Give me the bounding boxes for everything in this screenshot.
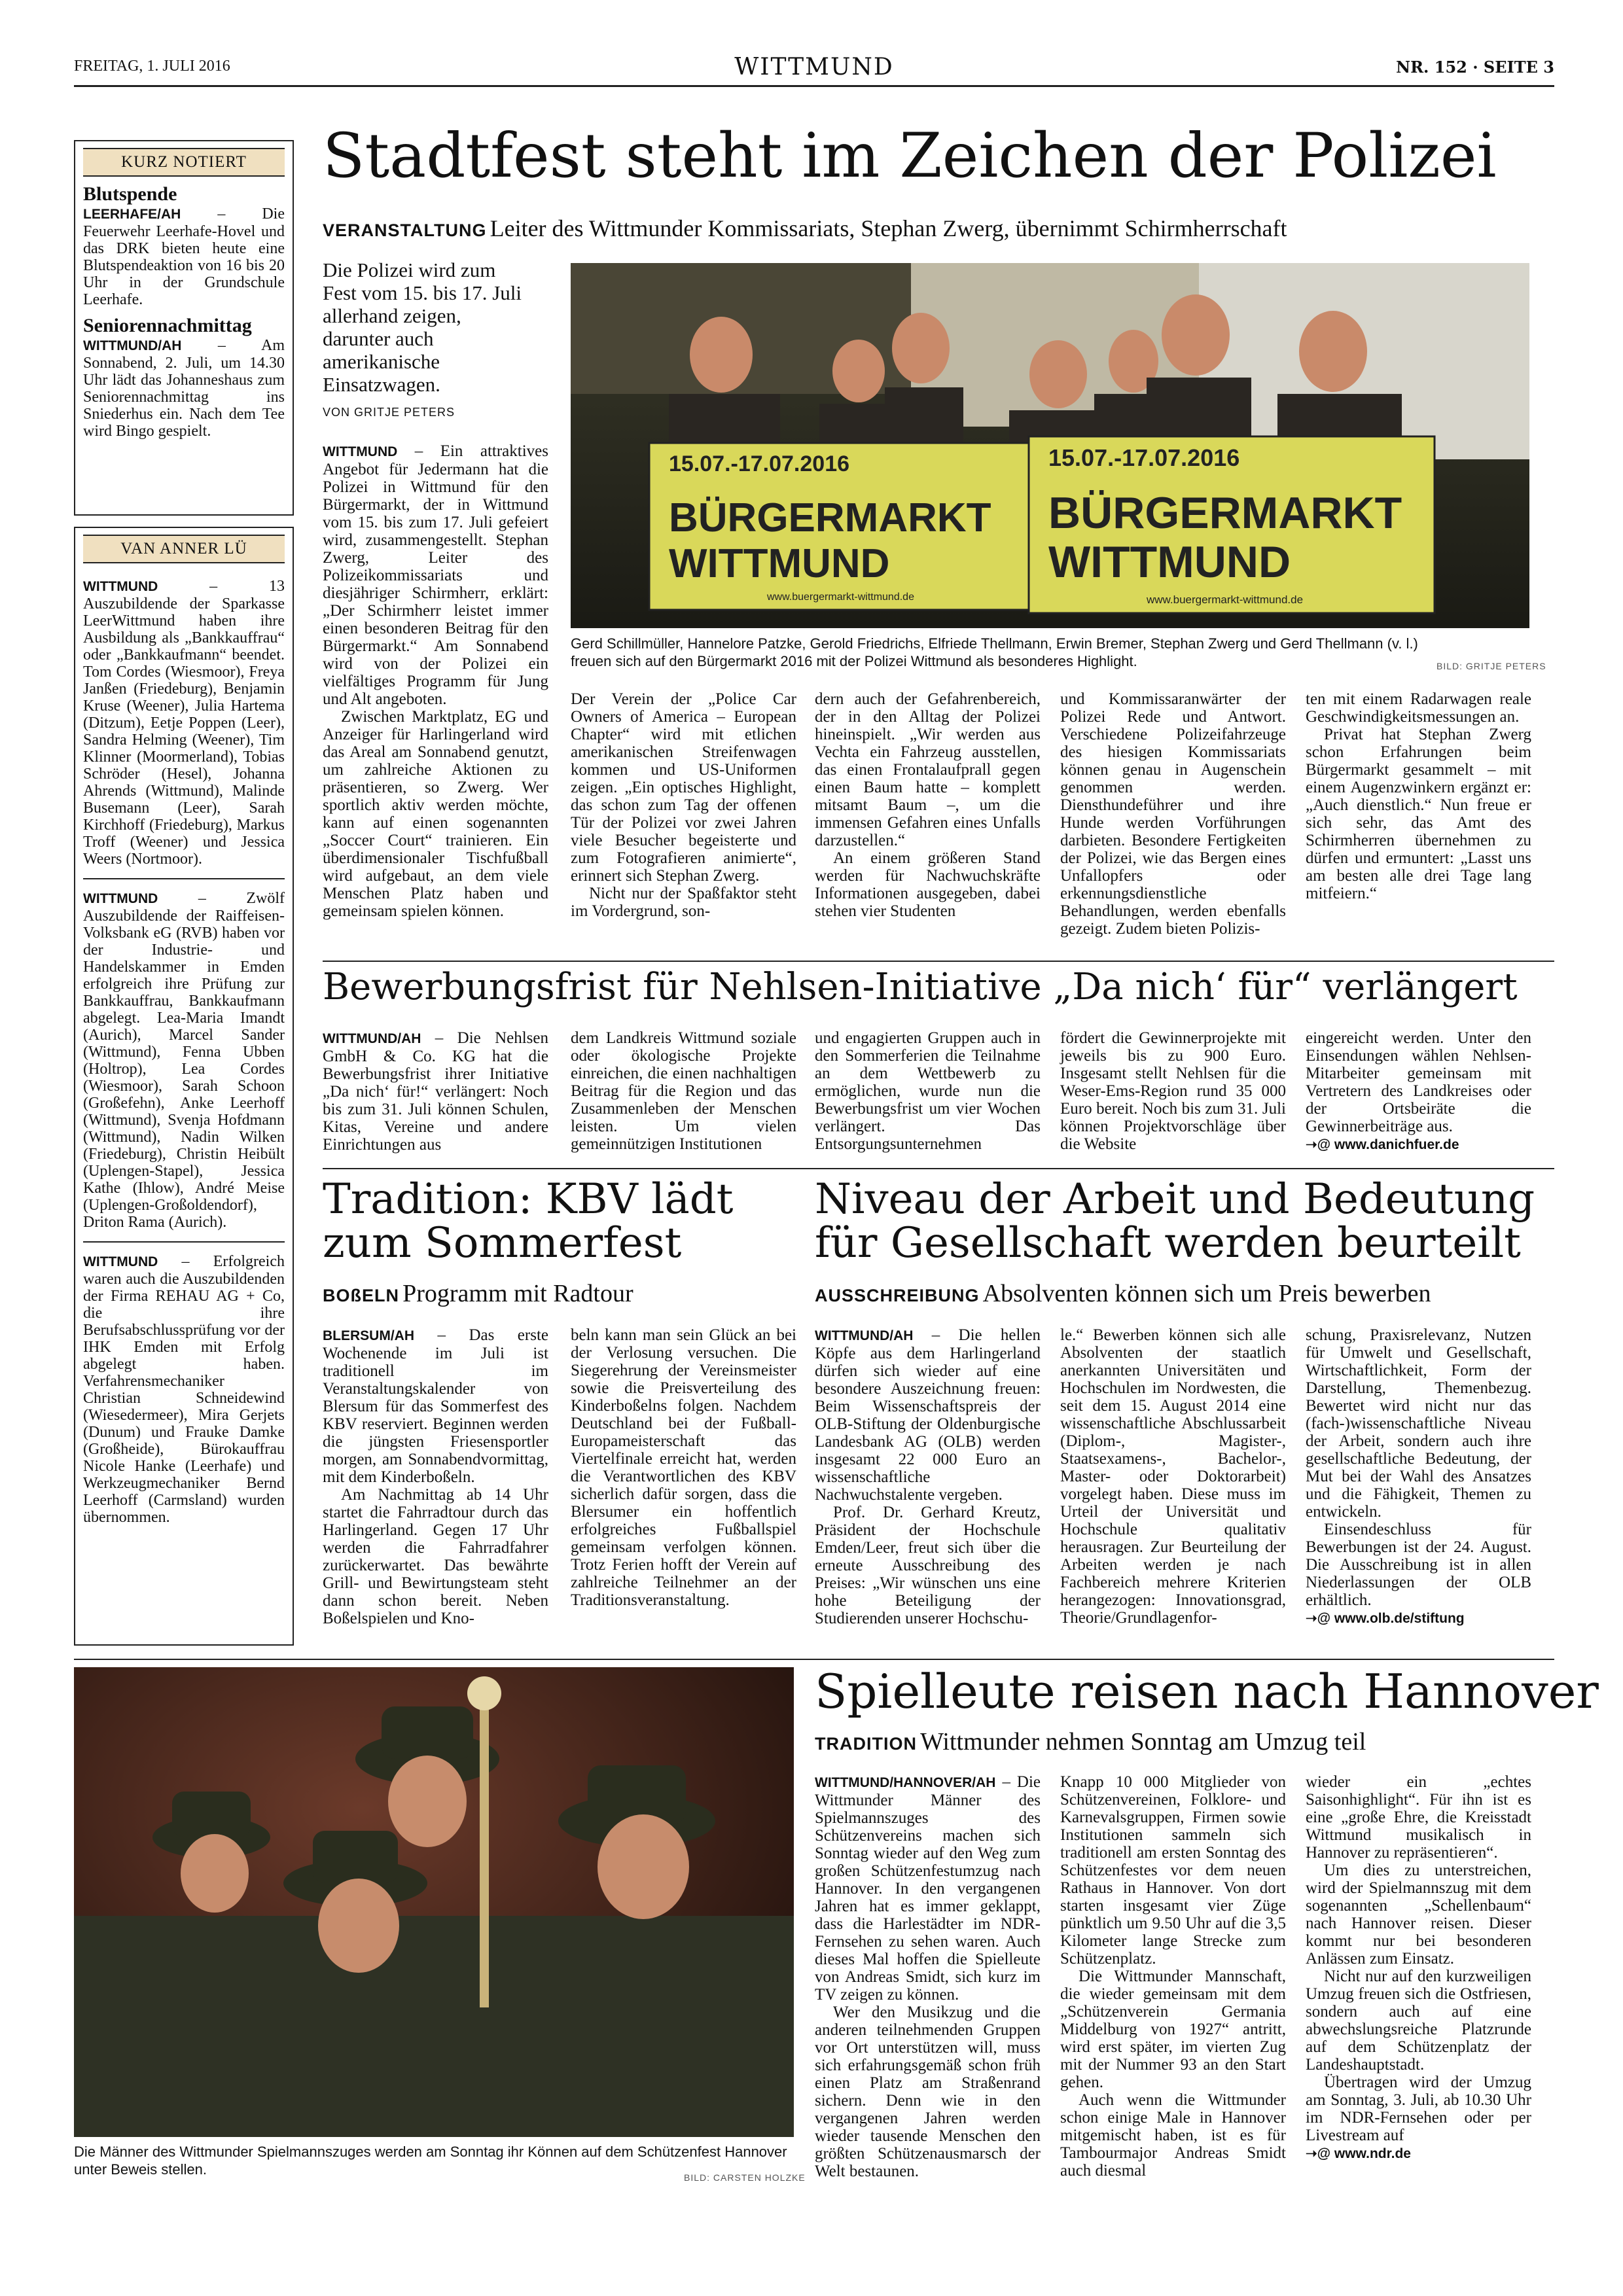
article1-subhead: VERANSTALTUNG Leiter des Wittmunder Kommissariats, Stephan Zwerg, übernimmt Schirmherrschaft (323, 215, 1287, 241)
photo1-caption: Gerd Schillmüller, Hannelore Patzke, Gerold Friedrichs, Elfriede Thellmann, Erwin Bremer, Stephan Zwerg und Gerd Thellmann (v. l.) freuen sich auf den Bürgermarkt 2016 mit der Polizei Wittmund als besonderes Highlight. (571, 635, 1418, 669)
kurz-item-text: WITTMUND/AH – Am Sonnabend, 2. Juli, um 14.30 Uhr lädt das Johanneshaus zum Seniorennachmittag ins Sniederhus ein. Nach dem Tee wird Bingo gespielt. (83, 337, 285, 440)
svg-text:15.07.-17.07.2016: 15.07.-17.07.2016 (1048, 444, 1240, 471)
kurz-notiert-box (74, 140, 294, 516)
svg-text:WITTMUND: WITTMUND (669, 541, 890, 586)
banner-right (1029, 436, 1435, 613)
article2-column: eingereicht werden. Unter den Einsendungen wählen Nehlsen-Mitarbeiter gemeinsam mit Vertretern des Landkreises oder der Ortsbeiräte die Gewinnerbeiträge aus. ➝@ www.danichfuer.de (1306, 1029, 1531, 1152)
article5-column: wieder ein „echtes Saisonhighlight“. Für ihn ist es eine „große Ehre, die Kreisstadt Wittmund musikalisch in Hannover zu repräsentieren“. Um dies zu unterstreichen, wird der Spielmannszug mit dem sogenannten „Schellenbaum“ nach Hannover reisen. Dieser kommt nur bei besonderen Anlässen zum Einsatz. Nicht nur auf den kurzweiligen Umzug freuen sich die Ostfriesen, sondern auch auf eine abwechslungsreiche Platzrunde auf dem Schützenplatz der Landeshauptstadt. Übertragen wird der Umzug am Sonntag, 3. Juli, ab 10.30 Uhr im NDR-Fernsehen oder per Livestream auf ➝@ www.ndr.de (1306, 1773, 1531, 2161)
article1-headline: Stadtfest steht im Zeichen der Polizei (323, 120, 1497, 192)
nehlsen-website-link[interactable]: ➝@ www.danichfuer.de (1306, 1137, 1459, 1152)
kurz-item-title: Seniorennachmittag (83, 315, 252, 336)
article2-column: und engagierten Gruppen auch in den Sommerferien die Teilnahme an dem Wettbewerb zu ermöglichen, wurde nun die Bewerbungsfrist um vier Wochen verlängert. Das Entsorgungsunternehmen (815, 1029, 1041, 1153)
article4-column: le.“ Bewerben können sich alle Absolventen der staatlich anerkannten Universitäten und Hochschulen im Nordwesten, die seit dem 15. August 2014 eine wissenschaftliche Abschlussarbeit (Diplom-, Magister-, Staatsexamens-, Bachelor-, Master- oder Doktorarbeit) vorgelegt haben. Diese muss im Urteil der Universität und Hochschule qualitativ herausragen. Zur Beurteilung der Arbeiten werden je nach Fachbereich mehrere Kriterien herangezogen: Innovationsgrad, Theorie/Grundlagenfor- (1060, 1326, 1286, 1627)
ndr-website-link[interactable]: ➝@ www.ndr.de (1306, 2146, 1411, 2161)
article3-column: beln kann man sein Glück an bei der Verlosung versuchen. Die Siegerehrung der Vereinsmeister sowie die Preisverteilung des Kinderboßelns folgen. Nachdem Deutschland bei der Fußball-Europameisterschaft das Viertelfinale erreicht hat, werden die Verantwortlichen des KBV sicherlich dafür sorgen, dass die Blersumer ein hoffentlich erfolgreiches Fußballspiel gemeinsam verfolgen können. Trotz Ferien hofft der Verein auf zahlreiche Teilnehmer an der Traditionsveranstaltung. (571, 1326, 796, 1609)
marching-band-image (74, 1667, 794, 2137)
kurz-notiert-title: KURZ NOTIERT (83, 148, 285, 177)
article4-headline: Niveau der Arbeit und Bedeutung für Gesellschaft werden beurteilt (815, 1175, 1535, 1268)
photo2-caption: Die Männer des Wittmunder Spielmannszuges werden am Sonntag ihr Können auf dem Schützenfest Hannover unter Beweis stellen. (74, 2144, 787, 2178)
svg-text:15.07.-17.07.2016: 15.07.-17.07.2016 (669, 451, 850, 476)
article3-headline: Tradition: KBV lädt zum Sommerfest (323, 1175, 734, 1268)
svg-text:www.buergermarkt-wittmund.de: www.buergermarkt-wittmund.de (767, 592, 914, 603)
article1-column: WITTMUND – Ein attraktives Angebot für Jedermann hat die Polizei in Wittmund für den Bürgermarkt, der in Wittmund vom 15. bis zum 17. Juli gefeiert wird, zusammengestellt. Stephan Zwerg, Leiter des Polizeikommissariats und diesjähriger Schirmherr, erklärt: „Der Schirmherr leistet immer einen besonderen Beitrag für den Bürgermarkt.“ Am Sonnabend wird von der Polizei ein vielfältiges Programm für Jung und Alt angeboten. Zwischen Marktplatz, EG und Anzeiger für Harlingerland wird das Areal am Sonnabend genutzt, um zahlreiche Aktionen zu präsentieren, so Zwerg. Wer sportlich aktiv werden möchte, kann auf einen sogenannten „Soccer Court“ trainieren. Ein überdimensionaler Tischfußball wird aufgebaut, an dem viele Menschen Platz haben und gemeinsam spielen können. (323, 442, 548, 920)
banner-left (649, 443, 1035, 610)
article4-column: WITTMUND/AH – Die hellen Köpfe aus dem Harlingerland dürfen sich wieder auf eine besondere Auszeichnung freuen: Beim Wissenschaftspreis der OLB-Stiftung der Oldenburgische Landesbank AG (OLB) werden insgesamt 22 000 Euro an wissenschaftliche Nachwuchstalente vergeben. Prof. Dr. Gerhard Kreutz, Präsident der Hochschule Emden/Leer, freut sich über die erneute Ausschreibung des Preises: „Wir wünschen uns eine hohe Beteiligung der Studierenden unserer Hochschu- (815, 1326, 1041, 1627)
article2-headline: Bewerbungsfrist für Nehlsen-Initiative „Da nich‘ für“ verlängert (323, 966, 1518, 1008)
svg-text:www.buergermarkt-wittmund.de: www.buergermarkt-wittmund.de (1147, 593, 1304, 606)
page-header (74, 54, 1554, 84)
header-date: FREITAG, 1. JULI 2016 (74, 58, 230, 75)
anner-paragraph: WITTMUND – 13 Auszubildende der Sparkasse LeerWittmund haben ihre Ausbildung als „Bankkauffrau“ oder „Bankkaufmann“ beendet. Tom Cordes (Wiesmoor), Freya Janßen (Friedeburg), Benjamin Kruse (Weener), Julia Hartema (Ditzum), Eetje Poppen (Leer), Sandra Helming (Weener), Tim Klinner (Moormerland), Tobias Schröder (Hesel), Johanna Ahrends (Wittmund), Malinde Busemann (Leer), Sarah Kirchhoff (Friedeburg), Markus Troff (Weener) und Jessica Weers (Nortmoor). (83, 578, 285, 868)
section-rule (323, 961, 1554, 962)
article1-author: VON GRITJE PETERS (323, 406, 455, 419)
photo2-credit: BILD: CARSTEN HOLZKE (684, 2172, 806, 2183)
article4-subhead: AUSSCHREIBUNG Absolventen können sich um Preis bewerben (815, 1280, 1431, 1307)
article5-subhead: TRADITION Wittmunder nehmen Sonntag am Umzug teil (815, 1728, 1366, 1756)
section-rule (323, 1168, 1554, 1169)
article5-column: Knapp 10 000 Mitglieder von Schützenvereinen, Folklore- und Karnevalsgruppen, Firmen sowie Institutionen sammeln sich traditionell am ersten Sonntag des Schützenfestes vor dem neuen Rathaus in Hannover. Von dort starten insgesamt vier Züge pünktlich um 9.50 Uhr auf die 3,5 Kilometer lange Strecke zum Schützenplatz. Die Wittmunder Mannschaft, die wieder gemeinsam mit dem „Schützenverein Germania Middelburg von 1927“ antritt, wird erst später, im vierten Zug mit der Nummer 93 an den Start gehen. Auch wenn die Wittmunder schon einige Male in Hannover mitgemischt haben, ist es für Tambourmajor Andreas Smidt auch diesmal (1060, 1773, 1286, 2180)
article2-column: fördert die Gewinnerprojekte mit jeweils bis zu 900 Euro. Insgesamt stellt Nehlsen für die Weser-Ems-Region rund 35 000 Euro bereit. Noch bis zum 31. Juli können Projektvorschläge über die Website (1060, 1029, 1286, 1153)
svg-text:BÜRGERMARKT: BÜRGERMARKT (669, 495, 991, 540)
article5-column: WITTMUND/HANNOVER/AH – Die Wittmunder Männer des Spielmannszuges des Schützenvereins machen sich Sonntag wieder auf den Weg zum großen Schützenfestumzug nach Hannover. In den vergangenen Jahren hat es immer geklappt, dass die Harlestädter im NDR-Fernsehen zu sehen waren. Auch dieses Mal hoffen die Spielleute von Andreas Smidt, sich kurz im TV zeigen zu können. Wer den Musikzug und die anderen teilnehmenden Gruppen vor Ort unterstützen will, muss sich erfahrungsgemäß schon früh einen Platz am Straßenrand sichern. Denn wie in den vergangenen Jahren werden wieder tausende Menschen den größten Schützenausmarsch der Welt bestaunen. (815, 1773, 1041, 2180)
header-section: WITTMUND (734, 54, 894, 80)
header-rule (74, 85, 1554, 87)
article4-column: schung, Praxisrelevanz, Nutzen für Umwelt und Gesellschaft, Wirtschaftlichkeit, Form der Darstellung, Themenbezug. Bewertet wird nicht nur das (fach-)wissenschaftliche Niveau der Arbeit, sondern auch ihre gesellschaftliche Bedeutung, der Mut bei der Wahl des Ansatzes und die Fähigkeit, Themen zu entwickeln. Einsendeschluss für Bewerbungen ist der 24. August. Die Ausschreibung ist in allen Niederlassungen der OLB erhältlich. ➝@ www.olb.de/stiftung (1306, 1326, 1531, 1626)
svg-text:WITTMUND: WITTMUND (1048, 537, 1291, 587)
anner-paragraph: WITTMUND – Zwölf Auszubildende der Raiffeisen-Volksbank eG (RVB) haben vor der Industrie- und Handelskammer in Emden erfolgreich ihre Prüfung zur Bankkauffrau, Bankkaufmann abgelegt. Lea-Maria Imandt (Aurich), Marcel Sander (Wittmund), Fenna Ubben (Holtrop), Lea Cordes (Wiesmoor), Sarah Schoon (Großefehn), Anke Leerhoff (Wittmund), Svenja Hofdmann (Wittmund), Nadin Wilken (Friedeburg), Christin Heibült (Uplengen-Stapel), Jessica Kathe (Ihlow), André Meise (Uplengen-Großoldendorf), Driton Rama (Aurich). (83, 890, 285, 1231)
header-page: NR. 152 · SEITE 3 (1396, 58, 1554, 77)
kurz-item-title: Blutspende (83, 183, 177, 205)
group-photo-image (571, 263, 1529, 628)
olb-website-link[interactable]: ➝@ www.olb.de/stiftung (1306, 1611, 1465, 1626)
van-anner-lue-box (74, 527, 294, 1646)
article1-column: und Kommissaranwärter der Polizei Rede und Antwort. Verschiedene Polizeifahrzeuge des hiesigen Kommissariats können genau in Augenschein genommen werden. Diensthundeführer und ihre Hunde werden Vorführungen darbieten. Besondere Fertigkeiten der Polizei, wie das Bergen eines Unfallopfers oder erkennungsdienstliche Behandlungen, werden ebenfalls gezeigt. Zudem bieten Polizis- (1060, 690, 1286, 938)
article3-subhead: BOßELN Programm mit Radtour (323, 1280, 633, 1307)
kurz-item-text: LEERHAFE/AH – Die Feuerwehr Leerhafe-Hovel und das DRK bieten heute eine Blutspendeaktion von 16 bis 20 Uhr in der Grundschule Leerhafe. (83, 205, 285, 308)
spielmannszug-photo (74, 1667, 794, 2137)
article5-headline: Spielleute reisen nach Hannover (815, 1664, 1599, 1719)
article2-column: WITTMUND/AH – Die Nehlsen GmbH & Co. KG hat die Bewerbungsfrist ihrer Initiative „Da nich‘ für!“ verlängert: Noch bis zum 31. Juli können Schulen, Kitas, Vereine und andere Einrichtungen aus (323, 1029, 548, 1154)
photo1-credit: BILD: GRITJE PETERS (1436, 661, 1546, 671)
bürgermarkt-photo (571, 263, 1529, 628)
article1-column: dern auch der Gefahrenbereich, der in den Alltag der Polizei hineinspielt. „Wir werden aus Vechta ein Fahrzeug ausstellen, das einen Frontalaufprall gegen einen Baum hatte – komplett mitsamt Baum –, um die immensen Gefahren eines Unfalls darzustellen.“ An einem größeren Stand werden für Nachwuchskräfte Informationen ausgegeben, dabei stehen vier Studenten (815, 690, 1041, 920)
article1-column: Der Verein der „Police Car Owners of America – European Chapter“ wird mit etlichen amerikanischen Streifenwagen kommen und US-Uniformen zeigen. „Ein optisches Highlight, das schon zum Tag der offenen Tür der Polizei vor zwei Jahren viele Besucher begeisterte und zum Fotografieren animierte“, erinnert sich Stephan Zwerg. Nicht nur der Spaßfaktor steht im Vordergrund, son- (571, 690, 796, 920)
article1-column: ten mit einem Radarwagen reale Geschwindigkeitsmessungen an. Privat hat Stephan Zwerg schon Erfahrungen beim Bürgermarkt gesammelt – mit einem Augenzwinkern ergänzt er: „Auch dienstlich.“ Nun freue er sich sehr, das Amt des Schirmherren übernehmen zu dürfen und ermuntert: „Lasst uns am besten alle drei Tage lang mitfeiern.“ (1306, 690, 1531, 902)
article2-column: dem Landkreis Wittmund soziale oder ökologische Projekte einreichen, die einen nachhaltigen Beitrag für die Region und das Zusammenleben der Menschen leisten. Um vielen gemeinnützigen Institutionen (571, 1029, 796, 1153)
article1-teaser: Die Polizei wird zum Fest vom 15. bis 17. Juli allerhand zeigen, darunter auch amerikanische Einsatzwagen. (323, 258, 522, 396)
van-anner-lue-title: VAN ANNER LÜ (83, 535, 285, 563)
section-rule (74, 1659, 1554, 1660)
anner-paragraph: WITTMUND – Erfolgreich waren auch die Auszubildenden der Firma REHAU AG + Co, die ihre Berufsabschlussprüfung vor der IHK Emden mit Erfolg abgelegt haben. Verfahrensmechaniker Christian Schneidewind (Wiesedermeer), Mira Gerjets (Dunum) und Frauke Damke (Großheide), Bürokauffrau Nicole Hanke (Leerhafe) und Werkzeugmechaniker Bernd Leerhoff (Carmsland) wurden übernommen. (83, 1253, 285, 1526)
article3-column: BLERSUM/AH – Das erste Wochenende im Juli ist traditionell im Veranstaltungskalender von Blersum für das Sommerfest des KBV reserviert. Beginnen werden die jüngsten Friesensportler morgen, am Sonnabendvormittag, mit dem Kinderboßeln. Am Nachmittag ab 14 Uhr startet die Fahrradtour durch das Harlingerland. Gegen 17 Uhr werden die Fahrradfahrer zurückerwartet. Das bewährte Grill- und Bewirtungsteam steht dann schon bereit. Neben Boßelspielen und Kno- (323, 1326, 548, 1627)
svg-text:BÜRGERMARKT: BÜRGERMARKT (1048, 488, 1402, 538)
